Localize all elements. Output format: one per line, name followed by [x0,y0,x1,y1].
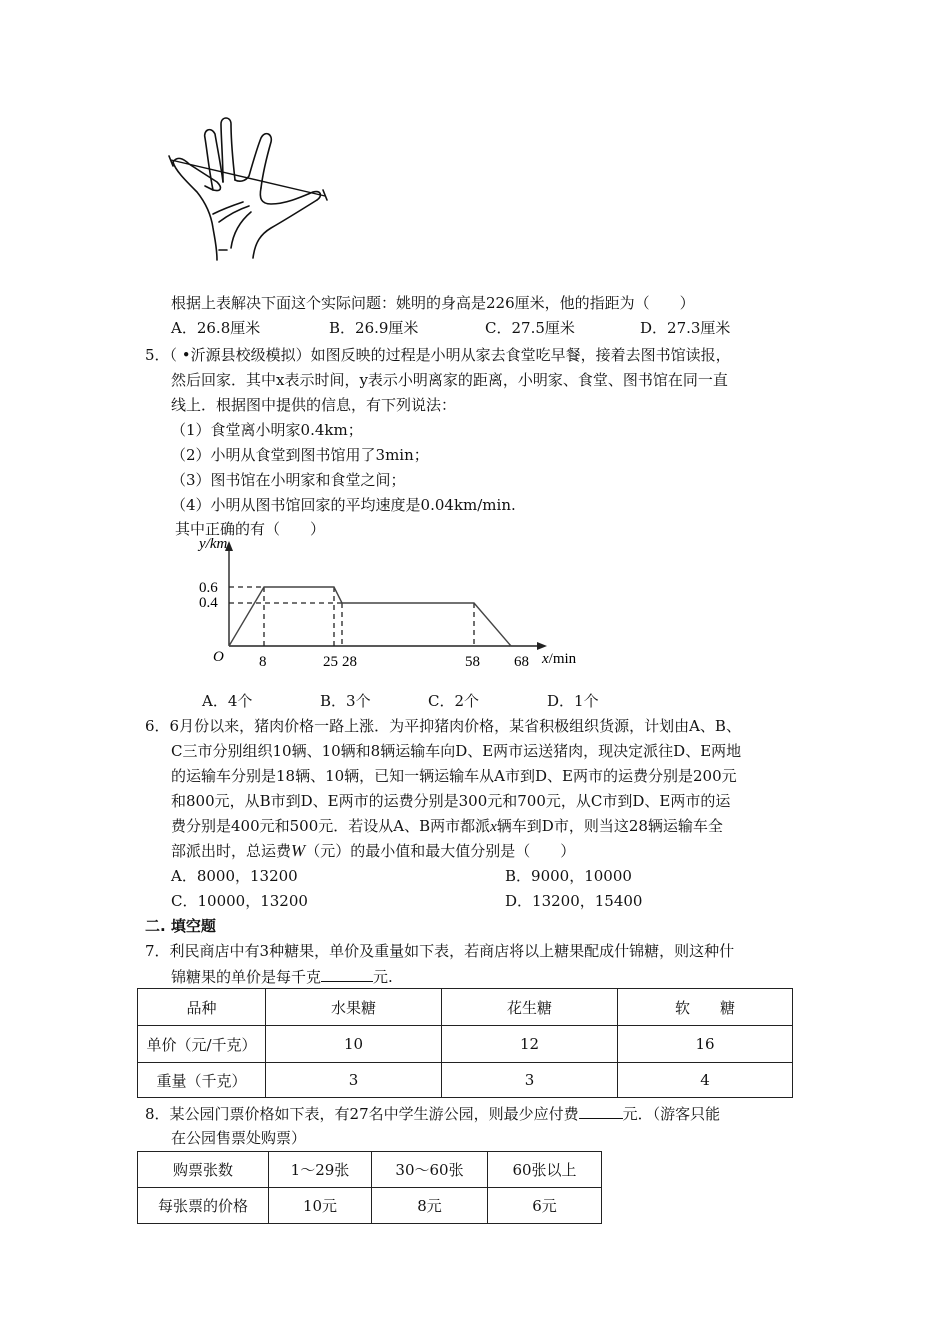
table-header-cell: 品种 [138,989,266,1026]
q7-line-2a: 锦糖果的单价是每千克 [171,968,322,986]
ticket-price-table [137,1151,602,1224]
q5-option-b: B．3个 [320,692,371,710]
x-tick-28: 28 [342,654,357,670]
table-cell: 每张票的价格 [138,1188,269,1224]
table-header-cell: 花生糖 [442,989,618,1026]
q5-line-2: 然后回家．其中x表示时间，y表示小明离家的距离，小明家、食堂、图书馆在同一直 [171,371,728,389]
q6-line-3: 的运输车分别是18辆、10辆，已知一辆运输车从A市到D、E两市的运费分别是200元 [171,767,737,785]
table-cell: 4 [618,1063,793,1098]
q4-option-d: D．27.3厘米 [640,319,731,337]
table-cell: 12 [442,1026,618,1063]
q7-line-1: 7．利民商店中有3种糖果，单价及重量如下表，若商店将以上糖果配成什锦糖，则这种什 [145,942,735,960]
q5-statement-3: （3）图书馆在小明家和食堂之间； [171,471,406,489]
q6-line-5a: 费分别是400元和500元．若设从A、B两市都派 [171,817,491,835]
table-cell: 10元 [269,1188,372,1224]
q8-answer-blank[interactable] [579,1102,623,1119]
q5-statement-2: （2）小明从食堂到图书馆用了3min； [171,446,429,464]
q6-line-5b: 辆车到D市，则当这28辆运输车全 [496,817,723,835]
q6-option-a: A．8000，13200 [171,867,298,885]
q4-option-c: C．27.5厘米 [485,319,575,337]
q5-option-a: A．4个 [202,692,253,710]
table-cell: 单价（元/千克） [138,1026,266,1063]
table-cell: 6元 [488,1188,602,1224]
q6-option-d: D．13200，15400 [505,892,643,910]
y-tick-0-4: 0.4 [199,595,218,611]
q4-option-b: B．26.9厘米 [329,319,419,337]
x-tick-58: 58 [465,654,480,670]
table-header-cell: 1～29张 [269,1152,372,1188]
table-cell: 重量（千克） [138,1063,266,1098]
table-header-cell: 30～60张 [372,1152,488,1188]
q6-var-x: x [490,819,497,835]
q8-line-1 [145,1102,720,1125]
table-cell: 3 [442,1063,618,1098]
origin-label: O [213,649,224,665]
q5-option-c: C．2个 [428,692,480,710]
q5-line-1: 5．（ •沂源县校级模拟）如图反映的过程是小明从家去食堂吃早餐，接着去图书馆读报， [145,346,731,364]
section-title-fill-in: 二. 填空题 [145,917,216,935]
q6-line-1: 6．6月份以来，猪肉价格一路上涨．为平抑猪肉价格，某省积极组织货源，计划由A、B、 [145,717,741,735]
q8-line-2: 在公园售票处购票） [171,1129,307,1147]
q6-option-b: B．9000，10000 [505,867,632,885]
q5-line-3: 线上．根据图中提供的信息，有下列说法： [171,396,457,414]
q5-option-d: D．1个 [547,692,599,710]
q6-line-6a: 部派出时，总运费 [171,842,292,860]
table-header-cell: 软 糖 [618,989,793,1026]
q6-line-6 [171,840,575,862]
table-cell: 3 [266,1063,442,1098]
q8-line-1b: 元．（游客只能 [622,1105,721,1123]
x-axis-label: x/min [542,651,577,667]
q7-line-2 [171,965,393,988]
table-header-cell: 60张以上 [488,1152,602,1188]
q4-option-a: A．26.8厘米 [171,319,261,337]
q5-statement-1: （1）食堂离小明家0.4km； [171,421,363,439]
q6-var-w: W [291,841,306,860]
distance-time-chart [185,535,595,675]
q6-line-4: 和800元，从B市到D、E两市的运费分别是300元和700元，从C市到D、E两市的运 [171,792,731,810]
q4-stem: 根据上表解决下面这个实际问题：姚明的身高是226厘米，他的指距为（ ） [171,294,695,312]
q6-option-c: C．10000，13200 [171,892,308,910]
x-tick-8: 8 [259,654,267,670]
candy-table [137,988,793,1098]
table-cell: 10 [266,1026,442,1063]
q7-line-2b: 元. [373,968,393,986]
q5-prompt: 其中正确的有（ ） [175,520,326,538]
table-header-cell: 水果糖 [266,989,442,1026]
q7-answer-blank[interactable] [321,965,373,982]
x-tick-25: 25 [323,654,338,670]
x-tick-68: 68 [514,654,529,670]
y-tick-0-6: 0.6 [199,580,218,596]
q6-line-5 [171,815,723,838]
hand-span-figure [165,110,335,275]
y-axis-label: y/km [199,536,228,552]
table-cell: 8元 [372,1188,488,1224]
q5-statement-4: （4）小明从图书馆回家的平均速度是0.04km/min. [171,496,516,514]
q6-line-2: C三市分别组织10辆、10辆和8辆运输车向D、E两市运送猪肉，现决定派往D、E两地 [171,742,742,760]
q8-line-1a: 8．某公园门票价格如下表，有27名中学生游公园，则最少应付费 [145,1105,579,1123]
table-header-cell: 购票张数 [138,1152,269,1188]
table-cell: 16 [618,1026,793,1063]
q6-line-6b: （元）的最小值和最大值分别是（ ） [305,842,576,860]
